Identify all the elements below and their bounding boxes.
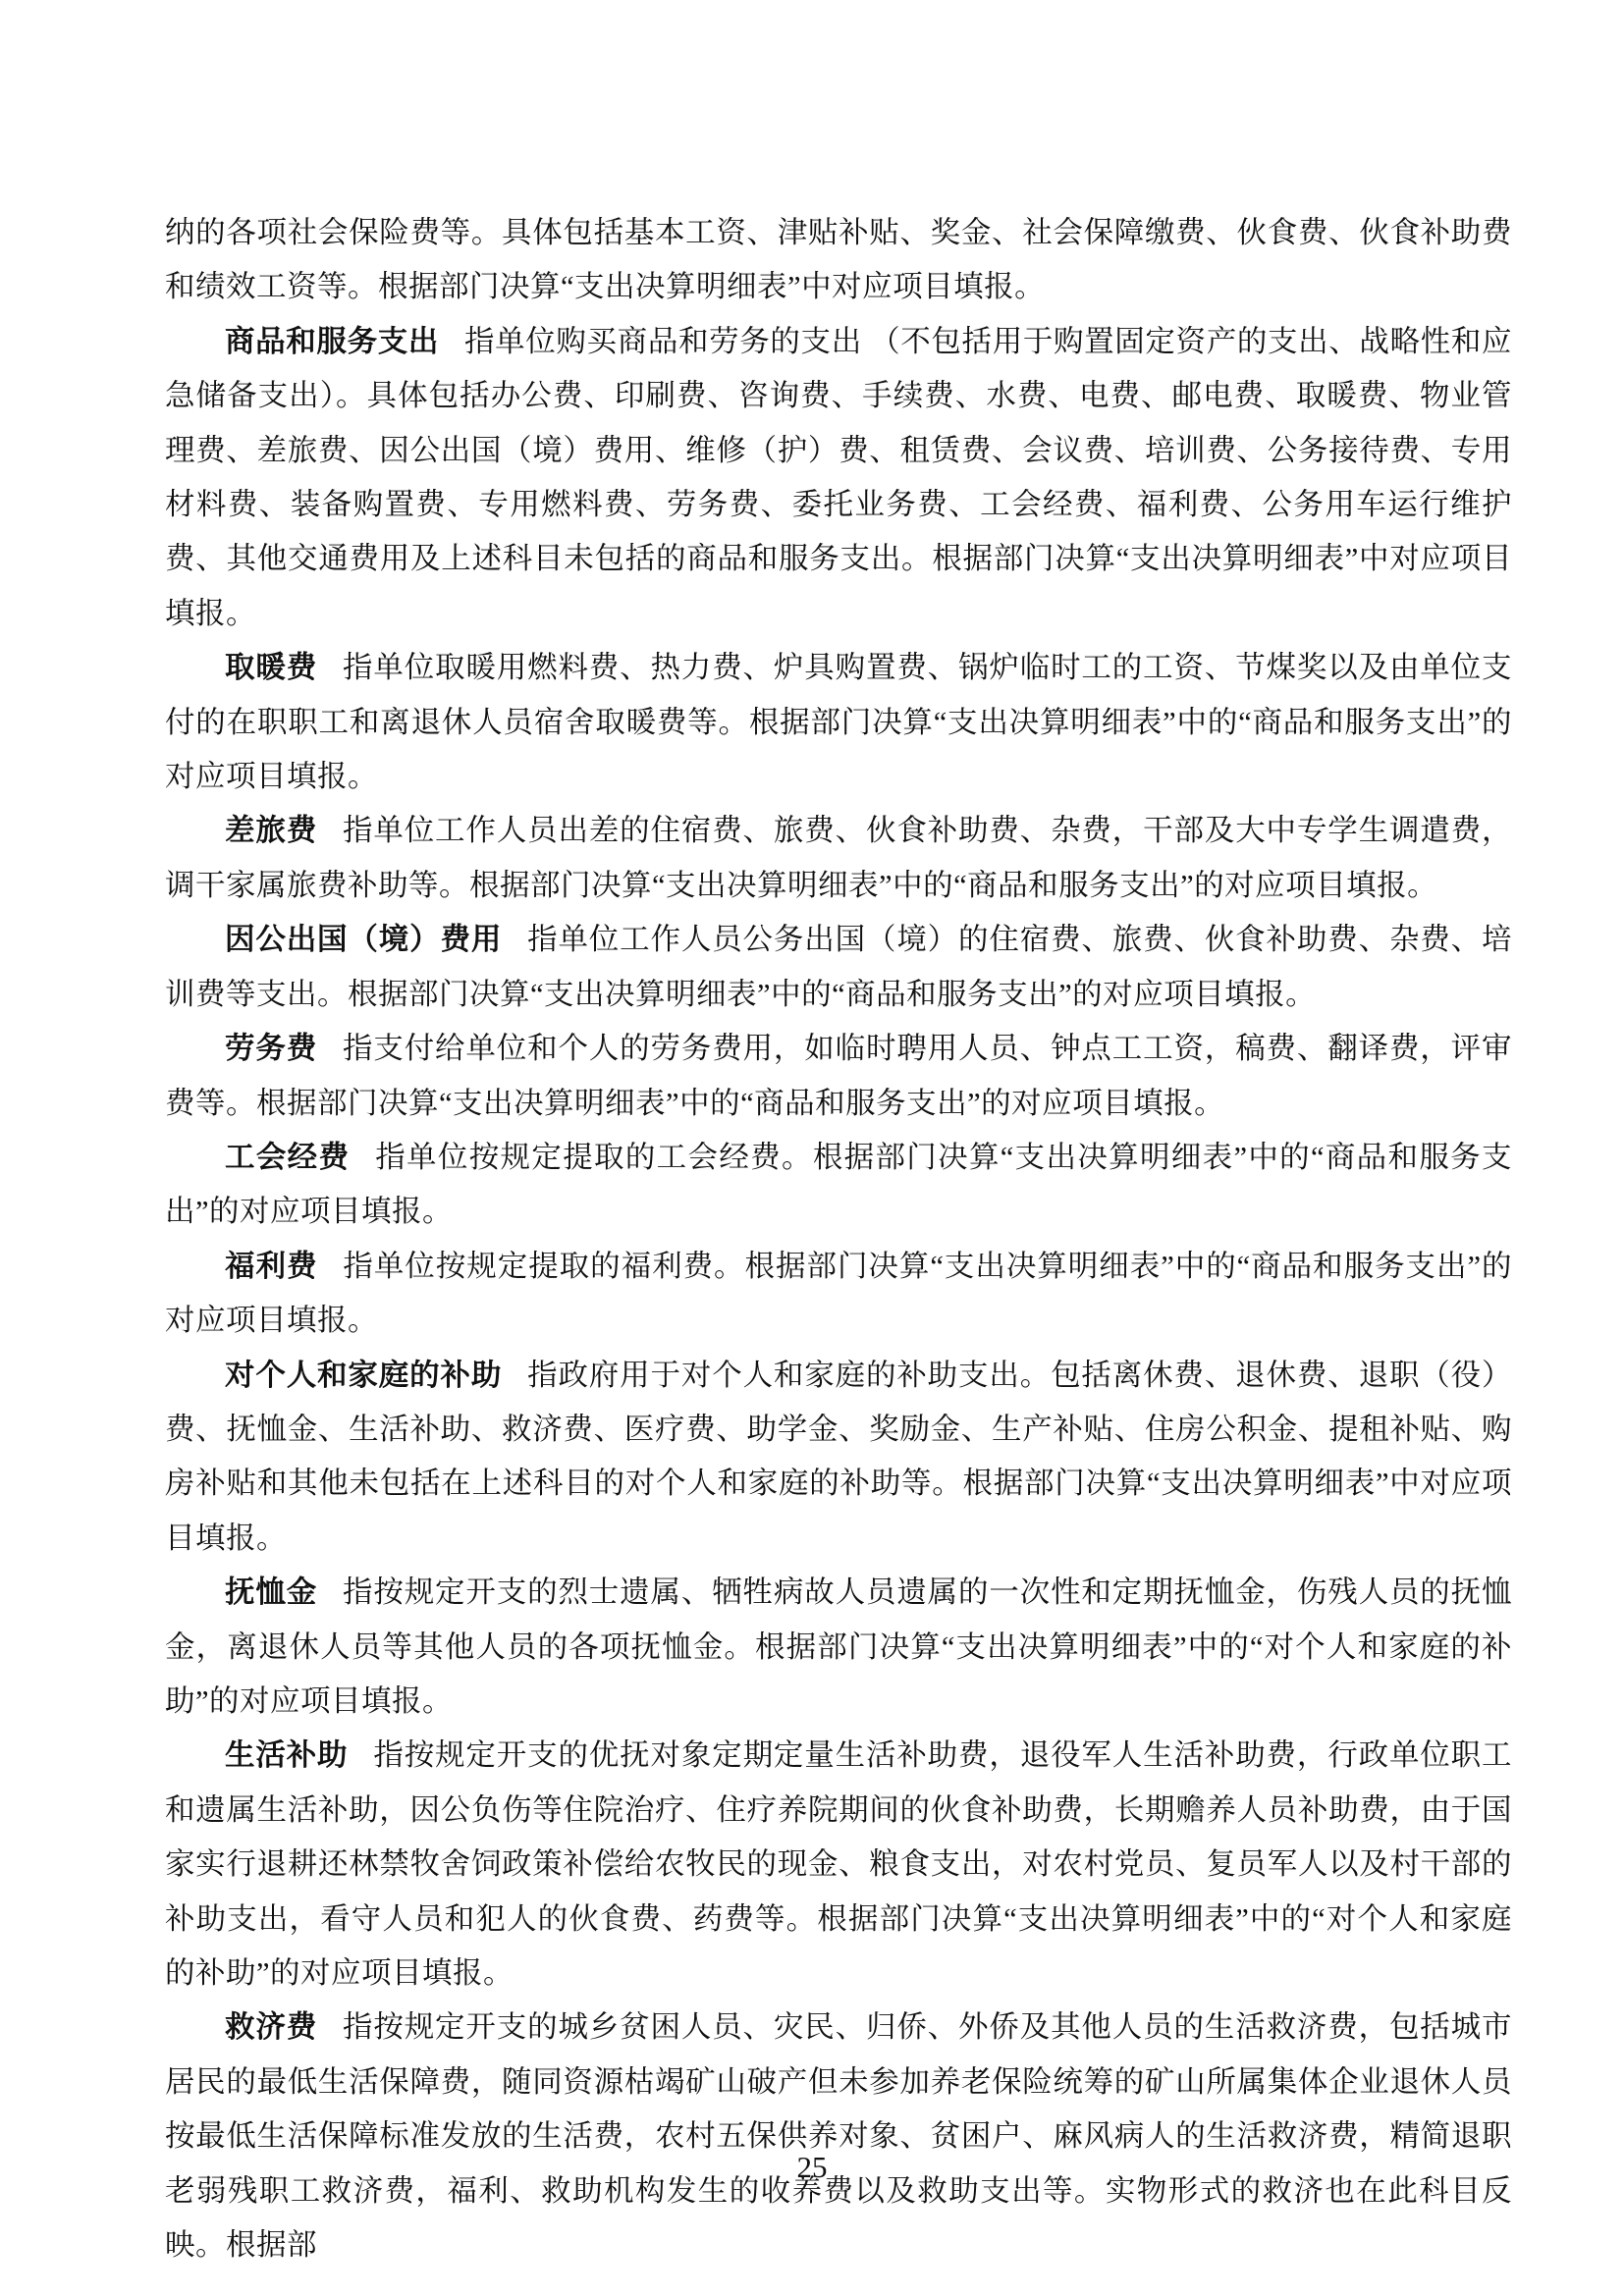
term-label: 商品和服务支出 (225, 324, 440, 358)
paragraph-text: 指按规定开支的优抚对象定期定量生活补助费，退役军人生活补助费，行政单位职工和遗属生活补助，因公负伤等住院治疗、住疗养院期间的伙食补助费，长期赡养人员补助费，由于国家实行退耕还林禁牧舍饲政策补偿给农牧民的现金、粮食支出，对农村党员、复员军人以及村干部的补助支出，看守人员和犯人的伙食费、药费等。根据部门决算“支出决算明细表”中的“对个人和家庭的补助”的对应项目填报。 (165, 1738, 1513, 1990)
term-label: 劳务费 (225, 1032, 318, 1066)
page-body-text (165, 206, 1512, 2272)
paragraph (165, 804, 1512, 913)
paragraph (165, 1349, 1512, 1567)
term-label: 取暖费 (225, 651, 318, 685)
term-label: 工会经费 (225, 1140, 351, 1174)
term-label: 抚恤金 (225, 1575, 318, 1610)
paragraph (165, 1566, 1512, 1729)
paragraph-text: 指单位工作人员公务出国（境）的住宿费、旅费、伙食补助费、杂费、培训费等支出。根据部门决算“支出决算明细表”中的“商品和服务支出”的对应项目填报。 (165, 923, 1513, 1011)
paragraph-text: 指单位购买商品和劳务的支出 （不包括用于购置固定资产的支出、战略性和应急储备支出）。具体包括办公费、印刷费、咨询费、手续费、水费、电费、邮电费、取暖费、物业管理费、差旅费、因公出国（境）费用、维修（护）费、租赁费、会议费、培训费、公务接待费、专用材料费、装备购置费、专用燃料费、劳务费、委托业务费、工会经费、福利费、公务用车运行维护费、其他交通费用及上述科目未包括的商品和服务支出。根据部门决算“支出决算明细表”中对应项目填报。 (165, 324, 1513, 630)
term-label: 救济费 (225, 2010, 318, 2045)
paragraph-text: 指单位按规定提取的福利费。根据部门决算“支出决算明细表”中的“商品和服务支出”的对应项目填报。 (165, 1249, 1513, 1338)
paragraph (165, 315, 1512, 641)
paragraph-text: 指按规定开支的烈士遗属、牺牲病故人员遗属的一次性和定期抚恤金，伤残人员的抚恤金，离退休人员等其他人员的各项抚恤金。根据部门决算“支出决算明细表”中的“对个人和家庭的补助”的对应项目填报。 (165, 1575, 1513, 1718)
paragraph-text: 纳的各项社会保险费等。具体包括基本工资、津贴补贴、奖金、社会保障缴费、伙食费、伙食补助费和绩效工资等。根据部门决算“支出决算明细表”中对应项目填报。 (165, 216, 1512, 304)
paragraph (165, 1131, 1512, 1240)
paragraph-text: 指按规定开支的城乡贫困人员、灾民、归侨、外侨及其他人员的生活救济费，包括城市居民的最低生活保障费，随同资源枯竭矿山破产但未参加养老保险统筹的矿山所属集体企业退休人员按最低生活保障标准发放的生活费，农村五保供养对象、贫困户、麻风病人的生活救济费，精简退职老弱残职工救济费，福利、救助机构发生的收养费以及救助支出等。实物形式的救济也在此科目反映。根据部 (165, 2010, 1513, 2263)
term-label: 对个人和家庭的补助 (225, 1358, 503, 1392)
page-number: 25 (796, 2150, 828, 2184)
paragraph-text: 指单位按规定提取的工会经费。根据部门决算“支出决算明细表”中的“商品和服务支出”的对应项目填报。 (165, 1140, 1512, 1229)
paragraph-text: 指单位工作人员出差的住宿费、旅费、伙食补助费、杂费，干部及大中专学生调遣费，调干家属旅费补助等。根据部门决算“支出决算明细表”中的“商品和服务支出”的对应项目填报。 (165, 814, 1513, 902)
paragraph (165, 1729, 1512, 2001)
paragraph (165, 1022, 1512, 1131)
paragraph (165, 913, 1512, 1022)
term-label: 生活补助 (225, 1738, 349, 1773)
paragraph (165, 206, 1512, 315)
term-label: 差旅费 (225, 814, 318, 848)
term-label: 因公出国（境）费用 (225, 923, 503, 957)
paragraph (165, 641, 1512, 804)
paragraph-text: 指政府用于对个人和家庭的补助支出。包括离休费、退休费、退职（役）费、抚恤金、生活补助、救济费、医疗费、助学金、奖励金、生产补贴、住房公积金、提租补贴、购房补贴和其他未包括在上述科目的对个人和家庭的补助等。根据部门决算“支出决算明细表”中对应项目填报。 (165, 1358, 1513, 1555)
paragraph (165, 2001, 1512, 2272)
term-label: 福利费 (225, 1249, 318, 1283)
paragraph-text: 指单位取暖用燃料费、热力费、炉具购置费、锅炉临时工的工资、节煤奖以及由单位支付的在职职工和离退休人员宿舍取暖费等。根据部门决算“支出决算明细表”中的“商品和服务支出”的对应项目填报。 (165, 651, 1513, 794)
paragraph (165, 1240, 1512, 1349)
paragraph-text: 指支付给单位和个人的劳务费用，如临时聘用人员、钟点工工资，稿费、翻译费，评审费等。根据部门决算“支出决算明细表”中的“商品和服务支出”的对应项目填报。 (165, 1032, 1513, 1120)
